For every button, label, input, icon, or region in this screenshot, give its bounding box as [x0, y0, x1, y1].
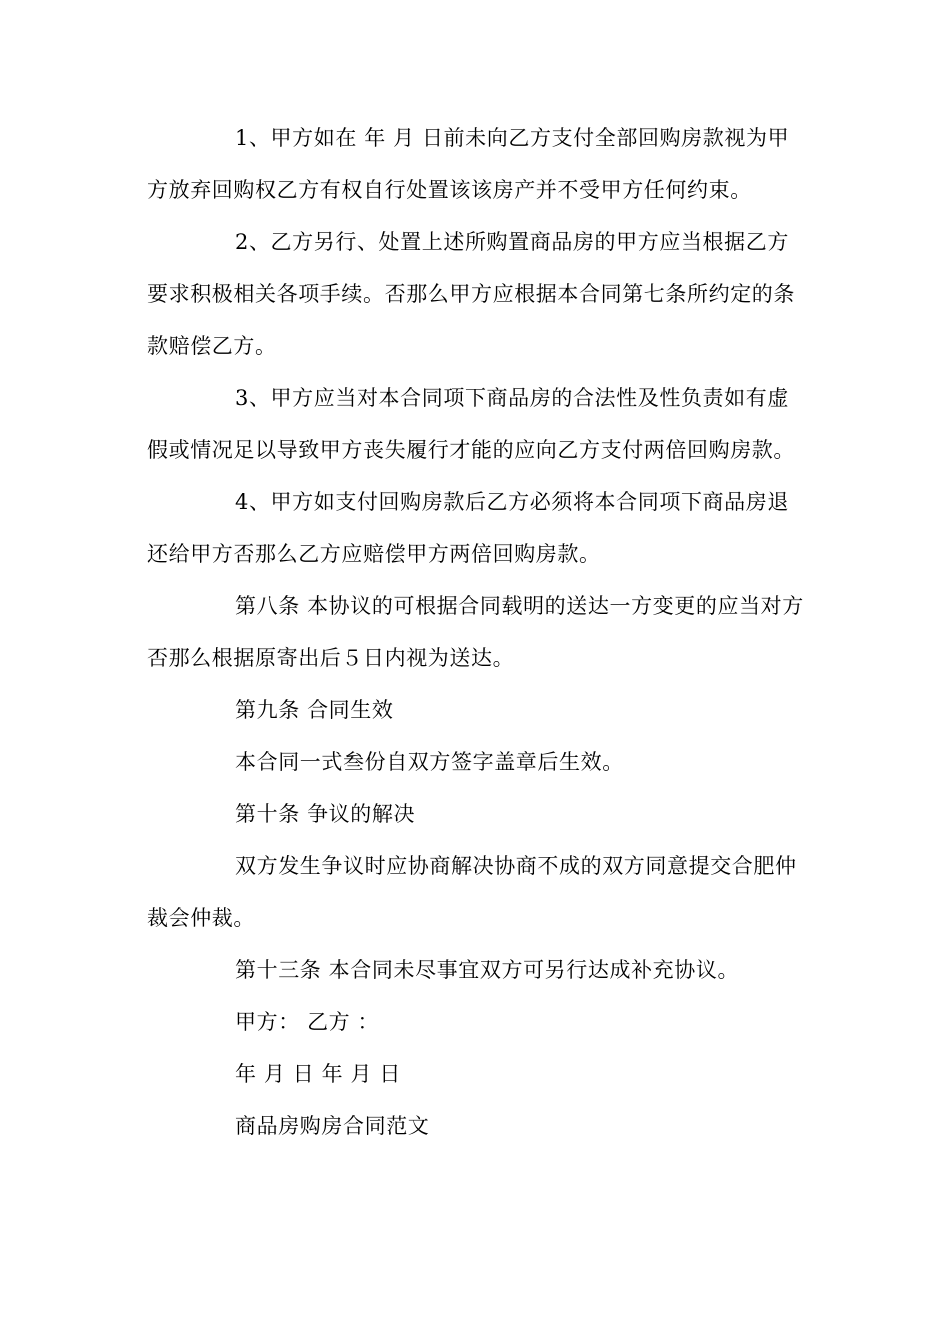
paragraph-clause-4: 4、甲方如支付回购房款后乙方必须将本合同项下商品房退还给甲方否那么乙方应赔偿甲方两倍回购房款。 — [147, 490, 789, 566]
heading-article-10: 第十条 争议的解决 — [235, 802, 416, 826]
paragraph-clause-1: 1、甲方如在 年 月 日前未向乙方支付全部回购房款视为甲方放弃回购权乙方有权自行处置该该房产并不受甲方任何约束。 — [147, 126, 790, 202]
signature-parties-line: 甲方： 乙方 ： — [235, 1010, 380, 1034]
paragraph-clause-3: 3、甲方应当对本合同项下商品房的合法性及性负责如有虚假或情况足以导致甲方丧失履行才能的应向乙方支付两倍回购房款。 — [147, 386, 795, 462]
paragraph-clause-2: 2、乙方另行、处置上述所购置商品房的甲方应当根据乙方要求积极相关各项手续。否那么甲方应根据本合同第七条所约定的条款赔偿乙方。 — [147, 230, 795, 358]
paragraph-dispute-resolution: 双方发生争议时应协商解决协商不成的双方同意提交合肥仲裁会仲裁。 — [147, 854, 797, 930]
document-body — [147, 112, 807, 1152]
heading-article-9: 第九条 合同生效 — [235, 698, 394, 722]
paragraph-effectiveness: 本合同一式叁份自双方签字盖章后生效。 — [235, 750, 624, 774]
paragraph-article-13: 第十三条 本合同未尽事宜双方可另行达成补充协议。 — [235, 958, 740, 982]
paragraph-article-8: 第八条 本协议的可根据合同载明的送达一方变更的应当对方否那么根据原寄出后５日内视为送达。 — [147, 594, 804, 670]
signature-date-line: 年 月 日 年 月 日 — [235, 1062, 401, 1086]
document-footer-title: 商品房购房合同范文 — [235, 1114, 430, 1138]
